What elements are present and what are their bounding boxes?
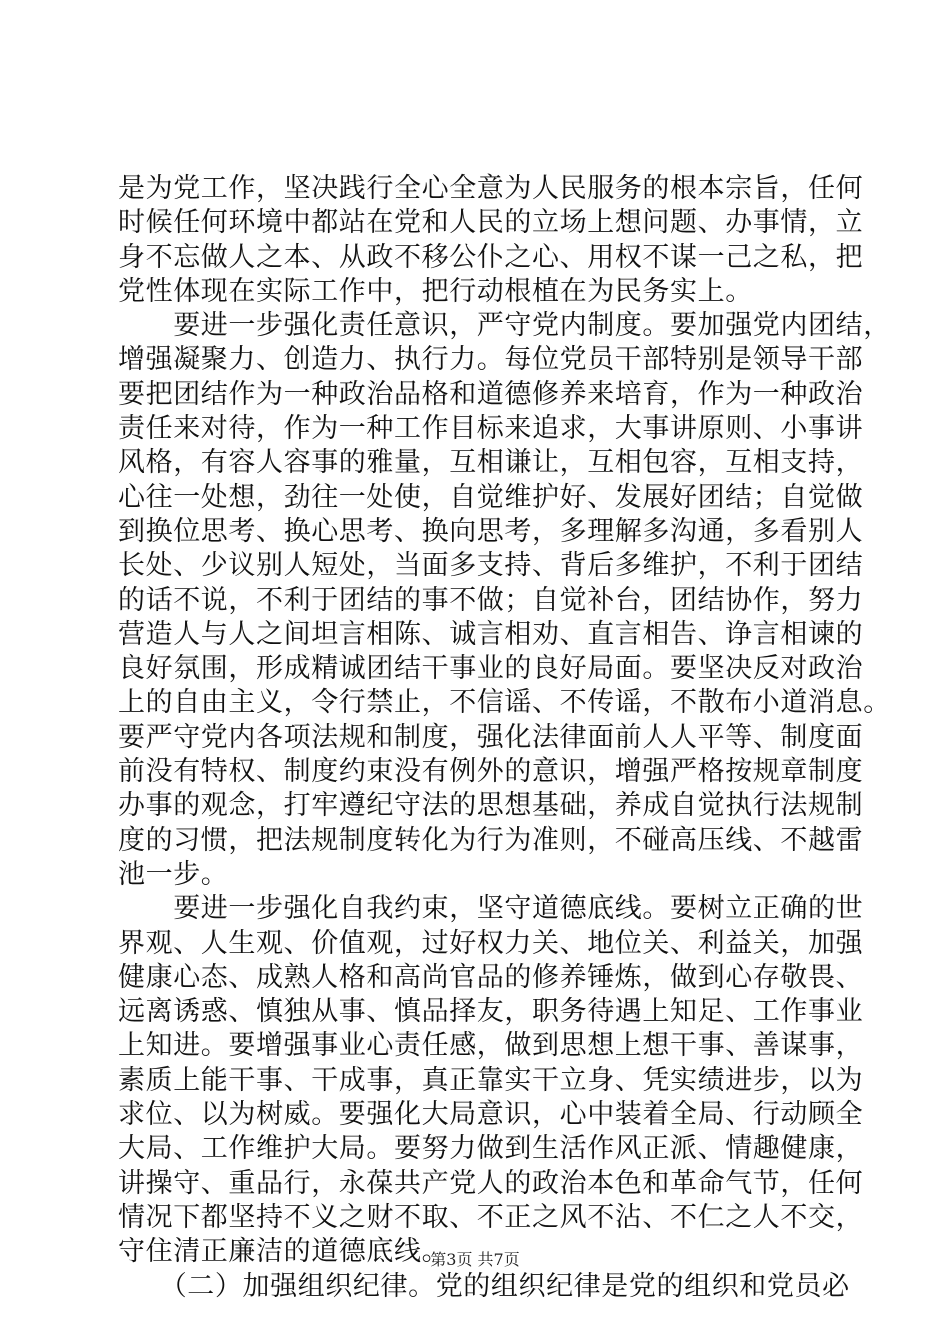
page-footer: 第3页 共7页 — [430, 1250, 520, 1269]
text-line: 要把团结作为一种政治品格和道德修养来培育，作为一种政治 — [118, 378, 864, 410]
text-line: 大局、工作维护大局。要努力做到生活作风正派、情趣健康， — [118, 1133, 864, 1165]
text-line: 讲操守、重品行，永葆共产党人的政治本色和革命气节，任何 — [118, 1167, 864, 1199]
document-body — [118, 172, 891, 1304]
text-line: 素质上能干事、干成事，真正靠实干立身、凭实绩进步，以为 — [118, 1064, 864, 1096]
text-line: 要严守党内各项法规和制度，强化法律面前人人平等、制度面 — [118, 721, 864, 753]
text-line: 要进一步强化责任意识，严守党内制度。要加强党内团结， — [118, 310, 891, 342]
text-line: 责任来对待，作为一种工作目标来追求，大事讲原则、小事讲 — [118, 413, 864, 445]
text-line: 前没有特权、制度约束没有例外的意识，增强严格按规章制度 — [118, 756, 864, 788]
text-line: 办事的观念，打牢遵纪守法的思想基础，养成自觉执行法规制 — [118, 790, 864, 822]
text-line: 是为党工作，坚决践行全心全意为人民服务的根本宗旨，任何 — [118, 173, 864, 204]
text-line: 党性体现在实际工作中，把行动根植在为民务实上。 — [118, 275, 753, 307]
text-line: 营造人与人之间坦言相陈、诚言相劝、直言相告、诤言相谏的 — [118, 618, 864, 650]
text-line: 界观、人生观、价值观，过好权力关、地位关、利益关，加强 — [118, 927, 864, 959]
text-line: 时候任何环境中都站在党和人民的立场上想问题、办事情，立 — [118, 207, 864, 239]
text-line: 度的习惯，把法规制度转化为行为准则，不碰高压线、不越雷 — [118, 824, 864, 856]
text-line: 到换位思考、换心思考、换向思考，多理解多沟通，多看别人 — [118, 515, 864, 547]
text-line: 良好氛围，形成精诚团结干事业的良好局面。要坚决反对政治 — [118, 653, 864, 685]
text-line: 增强凝聚力、创造力、执行力。每位党员干部特别是领导干部 — [118, 344, 864, 376]
text-line: 远离诱惑、慎独从事、慎品择友，职务待遇上知足、工作事业 — [118, 996, 864, 1028]
text-line: 健康心态、成熟人格和高尚官品的修养锤炼，做到心存敬畏、 — [118, 961, 864, 993]
text-line: 情况下都坚持不义之财不取、不正之风不沾、不仁之人不交， — [118, 1201, 864, 1233]
text-line: 上知进。要增强事业心责任感，做到思想上想干事、善谋事， — [118, 1030, 864, 1062]
text-line: 长处、少议别人短处，当面多支持、背后多维护，不利于团结 — [118, 550, 864, 582]
text-line: 身不忘做人之本、从政不移公仆之心、用权不谋一己之私，把 — [118, 241, 864, 273]
text-line: 要进一步强化自我约束，坚守道德底线。要树立正确的世 — [118, 893, 864, 925]
text-line: 守住清正廉洁的道德底线。 — [118, 1236, 450, 1268]
text-line: 的话不说，不利于团结的事不做；自觉补台，团结协作，努力 — [118, 584, 864, 616]
text-line: 心往一处想，劲往一处使，自觉维护好、发展好团结；自觉做 — [118, 481, 864, 513]
text-line: 求位、以为树威。要强化大局意识，心中装着全局、行动顾全 — [118, 1099, 864, 1131]
text-line: 风格，有容人容事的雅量，互相谦让，互相包容，互相支持， — [118, 447, 864, 479]
text-line: 池一步。 — [118, 858, 229, 890]
text-line: （二）加强组织纪律。党的组织纪律是党的组织和党员必 — [118, 1270, 850, 1302]
text-line: 上的自由主义，令行禁止，不信谣、不传谣，不散布小道消息。 — [118, 687, 891, 719]
